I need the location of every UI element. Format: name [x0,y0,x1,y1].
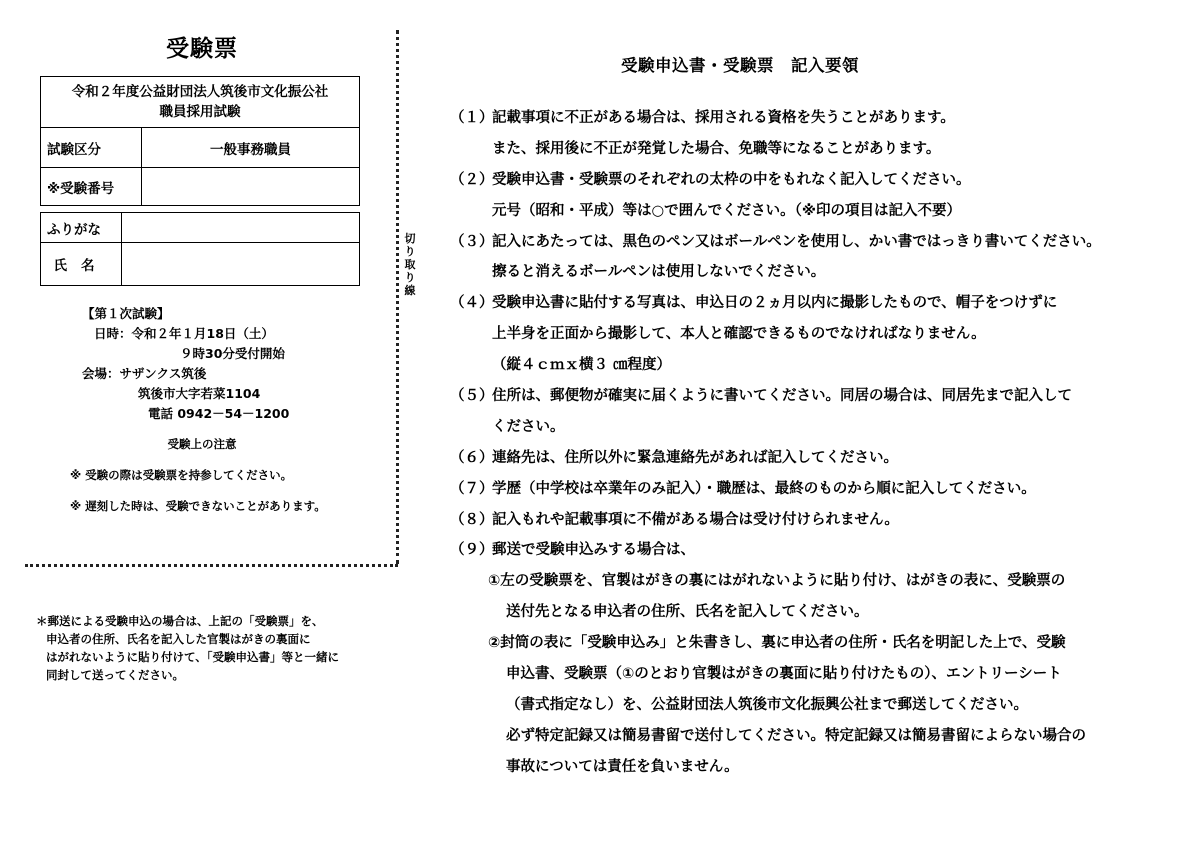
mail-sub-item [450,628,1170,659]
item-text: 事故については責任を負いません。 [506,758,739,775]
exam-venue: 会場：サザンクス筑後 [82,366,207,381]
ticket-header [41,77,360,128]
cut-line-label: 切り取り線 [404,232,416,297]
ticket-header-line1: 令和２年度公益財団法人筑後市文化振公社 [71,84,329,100]
ticket-title: 受験票 [166,36,238,62]
instruction-item [450,227,1170,258]
instructions-list [450,103,1170,783]
instruction-continuation [450,134,1170,165]
ticket-row-name [41,243,360,286]
mail-sub-continuation [450,721,1170,752]
mail-note-line: 同封して送ってください。 [46,668,184,682]
mail-note-line: 申込者の住所、氏名を記入した官製はがきの裏面に [46,632,311,646]
instruction-continuation [450,257,1170,288]
instruction-item [450,381,1170,412]
instruction-item [450,288,1170,319]
item-text: 住所は、郵便物が確実に届くように書いてください。同居の場合は、同居先まで記入して [492,388,1072,405]
item-text: ください。 [492,418,565,435]
item-text: 記入もれや記載事項に不備がある場合は受け付けられません。 [492,511,899,528]
item-text: 郵送で受験申込みする場合は、 [492,542,695,559]
instruction-item [450,443,1170,474]
mail-sub-continuation [450,659,1170,690]
item-text: 受験申込書に貼付する写真は、申込日の２ヵ月以内に撮影したもので、帽子をつけずに [492,295,1058,312]
item-text: （書式指定なし）を、公益財団法人筑後市文化振興公社まで郵送してください。 [506,696,1028,713]
item-number: （２） [450,171,494,188]
item-number: （７） [450,480,494,497]
exam-number-label: ※受験番号 [41,168,142,206]
exam-date: 日時：令和２年１月18日（土） [94,326,274,341]
name-field[interactable] [122,243,360,286]
instruction-continuation [450,196,1170,227]
name-label: 氏名 [41,243,122,286]
instructions-title: 受験申込書・受験票 記入要領 [621,56,859,75]
exam-number-field[interactable] [142,168,360,206]
item-text: 記入にあたっては、黒色のペン又はボールペンを使用し、かい書ではっきり書いてください。 [492,233,1101,250]
category-value: 一般事務職員 [142,128,360,168]
instruction-continuation [450,412,1170,443]
instruction-continuation [450,319,1170,350]
instruction-item [450,165,1170,196]
furigana-field[interactable] [122,213,360,243]
category-label: 試験区分 [41,128,142,168]
ticket-header-line2: 職員採用試験 [159,104,241,120]
mail-sub-continuation [450,690,1170,721]
mail-note-line: ＊郵送による受験申込の場合は、上記の「受験票」を、 [36,614,324,628]
mail-sub-item [450,566,1170,597]
item-text: 記載事項に不正がある場合は、採用される資格を失うことがあります。 [492,110,955,126]
instruction-item [450,474,1170,505]
exam-address: 筑後市大字若菜1104 [138,386,261,401]
item-text: また、採用後に不正が発覚した場合、免職等になることがあります。 [492,140,941,157]
mail-sub-continuation [450,597,1170,628]
item-number: （１） [450,110,494,126]
furigana-label: ふりがな [41,213,122,243]
exam-time: ９時30分受付開始 [180,346,285,361]
item-text: 上半身を正面から撮影して、本人と確認できるものでなければなりません。 [492,326,986,343]
item-number: （５） [450,388,494,405]
cut-line-vertical [396,30,399,564]
item-text: 連絡先は、住所以外に緊急連絡先があれば記入してください。 [492,449,898,466]
cut-line-horizontal [25,564,398,567]
item-text: 送付先となる申込者の住所、氏名を記入してください。 [506,604,869,621]
instruction-item [450,505,1170,536]
exam-phone: 電話 0942－54－1200 [148,406,290,421]
mail-note-line: はがれないように貼り付けて、「受験申込書」等と一緒に [46,650,340,664]
ticket-row-furigana [41,213,360,243]
item-number: （４） [450,295,494,312]
item-text: 受験申込書・受験票のそれぞれの太枠の中をもれなく記入してください。 [492,171,971,188]
exam-heading: 【第１次試験】 [82,306,170,321]
item-text: ②封筒の表に「受験申込み」と朱書きし、裏に申込者の住所・氏名を明記した上で、受験 [488,635,1066,652]
ticket-row-category [41,128,360,168]
instruction-item [450,103,1170,134]
item-text: 学歴（中学校は卒業年のみ記入）・職歴は、最終のものから順に記入してください。 [492,480,1036,497]
item-text: 擦ると消えるボールペンは使用しないでください。 [492,264,826,281]
instruction-item [450,535,1170,566]
ticket-row-number [41,168,360,206]
item-text: ①左の受験票を、官製はがきの裏にはがれないように貼り付け、はがきの表に、受験票の [488,573,1066,590]
item-text: 必ず特定記録又は簡易書留で送付してください。特定記録又は簡易書留によらない場合の [506,727,1086,744]
mail-note [36,612,339,684]
item-number: （８） [450,511,494,528]
item-number: （９） [450,542,494,559]
item-text: 元号（昭和・平成）等は○で囲んでください。（※印の項目は記入不要） [492,202,961,219]
item-text: （縦４ｃｍｘ横３ ㎝程度） [492,357,672,374]
ticket-table-name [40,212,360,286]
instruction-continuation [450,350,1170,381]
ticket-table [40,76,360,206]
item-text: 申込書、受験票（①のとおり官製はがきの裏面に貼り付けたもの）、エントリーシート [506,666,1062,683]
item-number: （３） [450,233,494,250]
notice-title: 受験上の注意 [167,437,237,451]
notice-item: ※ 受験の際は受験票を持参してください。 [70,468,293,482]
item-number: （６） [450,449,494,466]
notice-item: ※ 遅刻した時は、受験できないことがあります。 [70,499,326,513]
exam-info [82,304,289,424]
mail-sub-continuation [450,752,1170,783]
